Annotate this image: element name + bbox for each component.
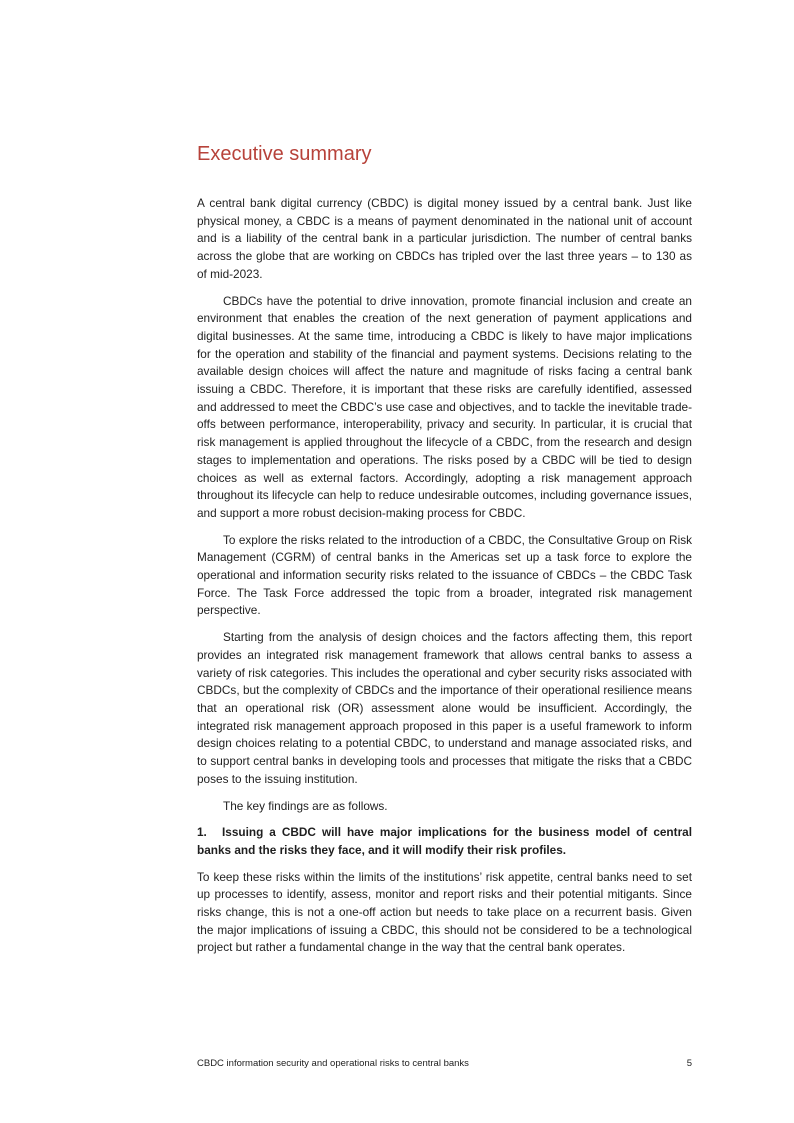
page-footer [197,1058,692,1070]
key-finding-text: Issuing a CBDC will have major implications for the business model of central banks and the risks they face, and it will modify their risk profiles. [197,825,692,857]
key-finding-heading [197,824,692,859]
body-paragraph: To explore the risks related to the introduction of a CBDC, the Consultative Group on Risk Management (CGRM) of central banks in the Americas set up a task force to explore the operational and information security risks related to the issuance of CBDCs – the CBDC Task Force. The Task Force addressed the topic from a broader, integrated risk management perspective. [197,532,692,618]
body-paragraph: To keep these risks within the limits of the institutions’ risk appetite, central banks need to set up processes to identify, assess, monitor and report risks and their potential mitigants. Since risks change, this is not a one-off action but needs to take place on a recurrent basis. Given the major implications of issuing a CBDC, this should not be considered to be a technological project but rather a fundamental change in the way that the central bank operates. [197,869,692,955]
footer-page-number: 5 [686,1058,692,1069]
body-paragraph: The key findings are as follows. [223,798,388,813]
page-content [197,141,692,966]
body-paragraph: CBDCs have the potential to drive innovation, promote financial inclusion and create an environment that enables the creation of the next generation of payment applications and digital businesses. At the same time, introducing a CBDC is likely to have major implications for the operation and stability of the financial and payment systems. Decisions relating to the available design choices will affect the nature and magnitude of risks facing a central bank issuing a CBDC. Therefore, it is important that these risks are carefully identified, assessed and addressed to meet the CBDC’s use case and objectives, and to tackle the inevitable trade-offs between performance, interoperability, privacy and security. In particular, it is crucial that risk management is applied throughout the lifecycle of a CBDC, from the research and design stages to implementation and operations. The risks posed by a CBDC will be tied to design choices as well as external factors. Accordingly, adopting a risk management approach throughout its lifecycle can help to reduce undesirable outcomes, including governance issues, and support a more robust decision-making process for CBDC. [197,293,692,520]
key-finding-number: 1. [197,825,207,840]
section-title: Executive summary [197,143,372,165]
footer-running-title: CBDC information security and operational risks to central banks [197,1058,469,1069]
body-paragraph: A central bank digital currency (CBDC) is digital money issued by a central bank. Just like physical money, a CBDC is a means of payment denominated in the national unit of account and is a liability of the central bank in a particular jurisdiction. The number of central banks across the globe that are working on CBDCs has tripled over the last three years – to 130 as of mid-2023. [197,196,692,281]
body-paragraph: Starting from the analysis of design choices and the factors affecting them, this report provides an integrated risk management framework that allows central banks to assess a variety of risk categories. This includes the operational and cyber security risks associated with CBDCs, but the complexity of CBDCs and the importance of their operational resilience means that an operational risk (OR) assessment alone would be insufficient. Accordingly, the integrated risk management approach proposed in this paper is a useful framework to inform design choices relating to a potential CBDC, to understand and manage associated risks, and to support central banks in developing tools and processes that mitigate the risks that a CBDC poses to the issuing institution. [197,630,692,786]
